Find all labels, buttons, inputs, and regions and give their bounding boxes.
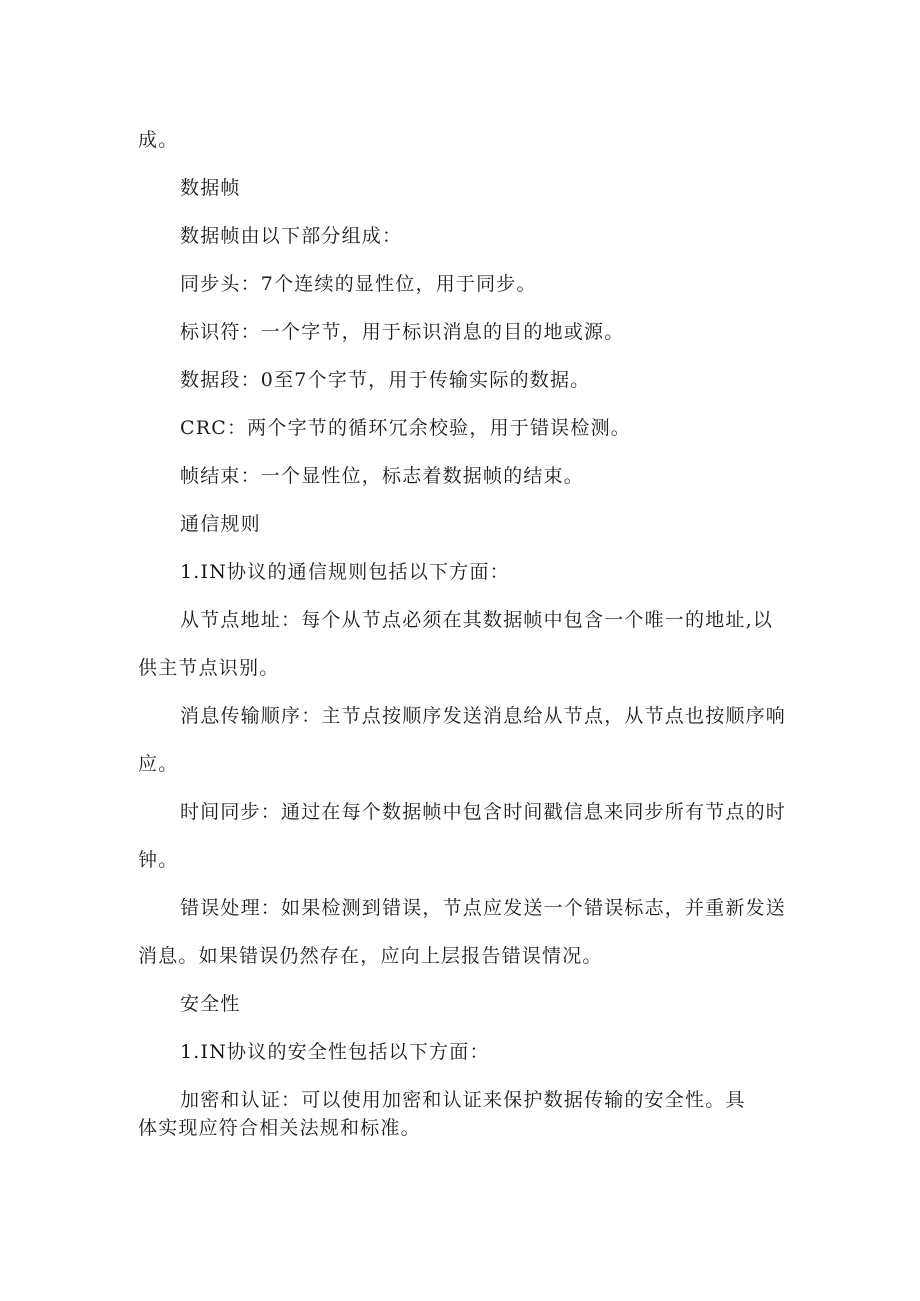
paragraph-line: 错误处理：如果检测到错误，节点应发送一个错误标志，并重新发送 [180,897,787,919]
paragraph-line: 应。 [138,753,179,775]
paragraph-line: 从节点地址：每个从节点必须在其数据帧中包含一个唯一的地址,以 [180,609,774,631]
list-item-data-segment: 数据段：0至7个字节，用于传输实际的数据。 [180,369,591,391]
list-item-identifier: 标识符：一个字节，用于标识消息的目的地或源。 [180,321,625,343]
paragraph-time-sync [138,788,788,884]
section-heading-communication-rules: 通信规则 [180,513,261,535]
document-body [138,116,788,1142]
section-heading-data-frame: 数据帧 [180,177,241,199]
list-item-crc: CRC：两个字节的循环冗余校验，用于错误检测。 [180,417,631,439]
paragraph-frame-intro: 数据帧由以下部分组成： [180,225,403,247]
list-item-sync-header: 同步头：7个连续的显性位，用于同步。 [180,273,537,295]
paragraph-continuation: 成。 [138,129,179,151]
paragraph-line: 钟。 [138,849,179,871]
paragraph-line: 时间同步：通过在每个数据帧中包含时间戳信息来同步所有节点的时 [180,801,787,823]
paragraph-error-handling [138,884,788,980]
paragraph-line: 供主节点识别。 [138,657,280,679]
paragraph-slave-address [138,596,788,692]
section-heading-security: 安全性 [180,993,241,1015]
paragraph-encryption [138,1086,788,1142]
paragraph-security-intro: 1.IN协议的安全性包括以下方面： [180,1041,490,1063]
paragraph-rules-intro: 1.IN协议的通信规则包括以下方面： [180,561,510,583]
list-item-frame-end: 帧结束：一个显性位，标志着数据帧的结束。 [180,465,585,487]
paragraph-line: 消息。如果错误仍然存在，应向上层报告错误情况。 [138,945,603,967]
paragraph-line: 加密和认证：可以使用加密和认证来保护数据传输的安全性。具 [180,1089,746,1111]
paragraph-message-order [138,692,788,788]
paragraph-line: 体实现应符合相关法规和标准。 [138,1117,421,1139]
paragraph-line: 消息传输顺序：主节点按顺序发送消息给从节点，从节点也按顺序响 [180,705,787,727]
